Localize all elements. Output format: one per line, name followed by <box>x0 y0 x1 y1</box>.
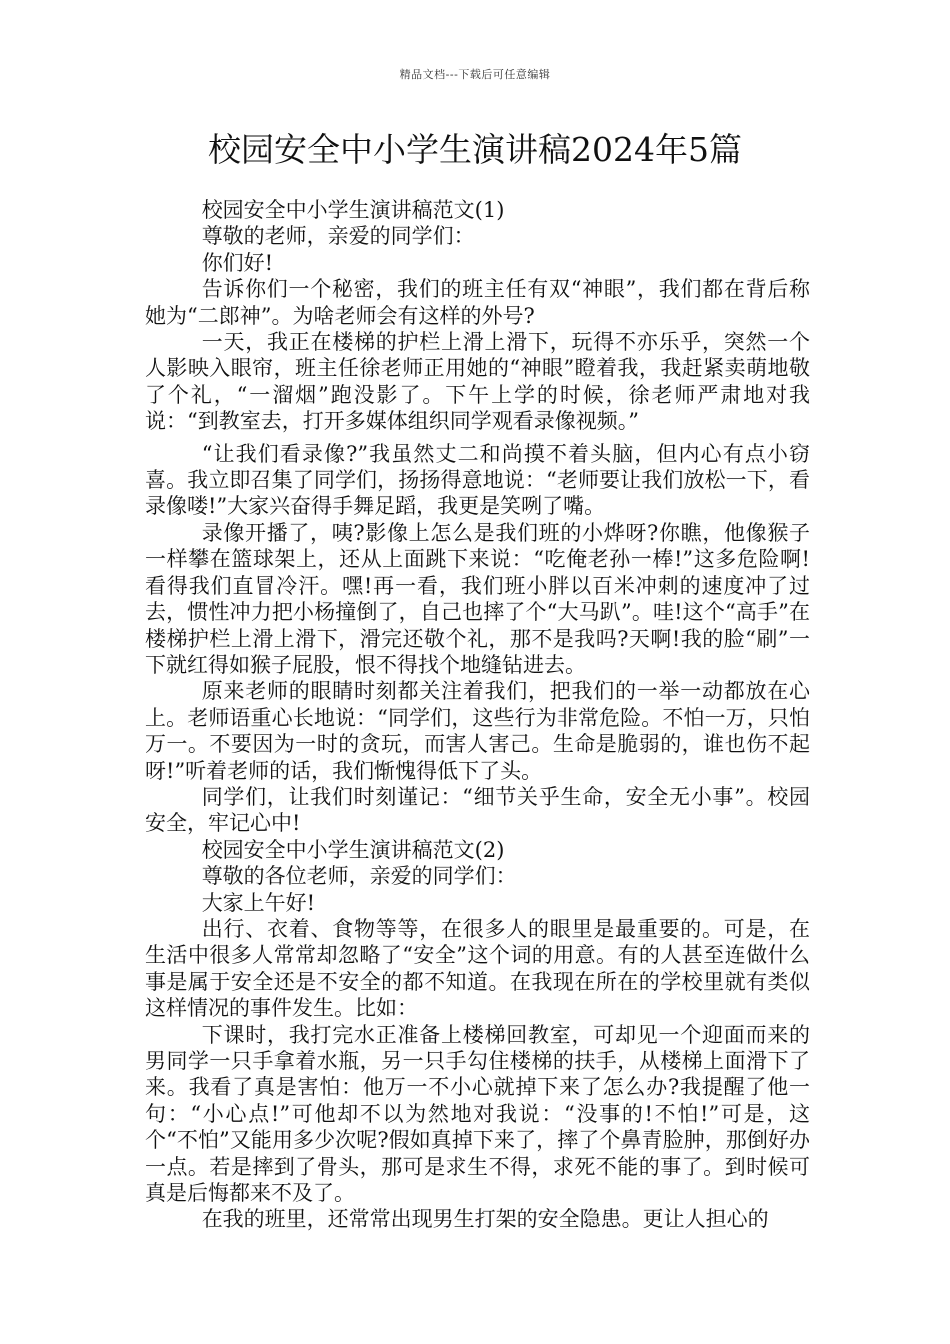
paragraph: 下课时，我打完水正准备上楼梯回教室，可却见一个迎面而来的男同学一只手拿着水瓶，另一只手勾住楼梯的扶手，从楼梯上面滑下了来。我看了真是害怕：他万一不小心就掉下来了怎么办?我提醒了他一句：“小心点!”可他却不以为然地对我说：“没事的!不怕!”可是，这个“不怕”又能用多少次呢?假如真掉下来了，摔了个鼻青脸肿，那倒好办一点。若是摔到了骨头，那可是求生不得，求死不能的事了。到时候可真是后悔都来不及了。 <box>145 1022 810 1206</box>
paragraph: 录像开播了，咦?影像上怎么是我们班的小烨呀?你瞧，他像猴子一样攀在篮球架上，还从上面跳下来说：“吃俺老孙一棒!”这多危险啊!看得我们直冒冷汗。嘿!再一看，我们班小胖以百米冲刺的速度冲了过去，惯性冲力把小杨撞倒了，自己也摔了个“大马趴”。哇!这个“高手”在楼梯护栏上滑上滑下，滑完还敬个礼，那不是我吗?天啊!我的脸“刷”一下就红得如猴子屁股，恨不得找个地缝钻进去。 <box>145 520 810 677</box>
document-body <box>145 197 810 1233</box>
paragraph: 出行、衣着、食物等等，在很多人的眼里是最重要的。可是，在生活中很多人常常却忽略了“安全”这个词的用意。有的人甚至连做什么事是属于安全还是不安全的都不知道。在我现在所在的学校里就有类似这样情况的事件发生。比如： <box>145 916 810 1021</box>
document-title: 校园安全中小学生演讲稿2024年5篇 <box>208 130 742 169</box>
salutation: 尊敬的老师，亲爱的同学们： <box>201 224 475 249</box>
section-heading-2: 校园安全中小学生演讲稿范文(2) <box>201 837 505 862</box>
header-note: 精品文档---下载后可任意编辑 <box>399 68 551 81</box>
section-heading-1: 校园安全中小学生演讲稿范文(1) <box>201 198 505 222</box>
greeting: 你们好! <box>201 250 274 275</box>
salutation: 尊敬的各位老师，亲爱的同学们： <box>201 864 517 889</box>
paragraph: 在我的班里，还常常出现男生打架的安全隐患。更让人担心的 <box>201 1207 769 1232</box>
paragraph: 原来老师的眼睛时刻都关注着我们，把我们的一举一动都放在心上。老师语重心长地说：“同学们，这些行为非常危险。不怕一万，只怕万一。不要因为一时的贪玩，而害人害己。生命是脆弱的，谁也伤不起呀!”听着老师的话，我们惭愧得低下了头。 <box>145 679 810 783</box>
paragraph: 同学们，让我们时刻谨记：“细节关乎生命，安全无小事”。校园安全，牢记心中! <box>145 784 810 836</box>
greeting: 大家上午好! <box>201 890 316 915</box>
paragraph: 一天，我正在楼梯的护栏上滑上滑下，玩得不亦乐乎，突然一个人影映入眼帘，班主任徐老师正用她的“神眼”瞪着我，我赶紧卖萌地敬了个礼，“一溜烟”跑没影了。下午上学的时候，徐老师严肃地对我说：“到教室去，打开多媒体组织同学观看录像视频。” <box>145 330 810 434</box>
paragraph: “让我们看录像?”我虽然丈二和尚摸不着头脑，但内心有点小窃喜。我立即召集了同学们，扬扬得意地说：“老师要让我们放松一下，看录像喽!”大家兴奋得手舞足蹈，我更是笑咧了嘴。 <box>145 441 810 519</box>
paragraph: 告诉你们一个秘密，我们的班主任有双“神眼”，我们都在背后称她为“二郎神”。为啥老师会有这样的外号? <box>145 277 810 328</box>
